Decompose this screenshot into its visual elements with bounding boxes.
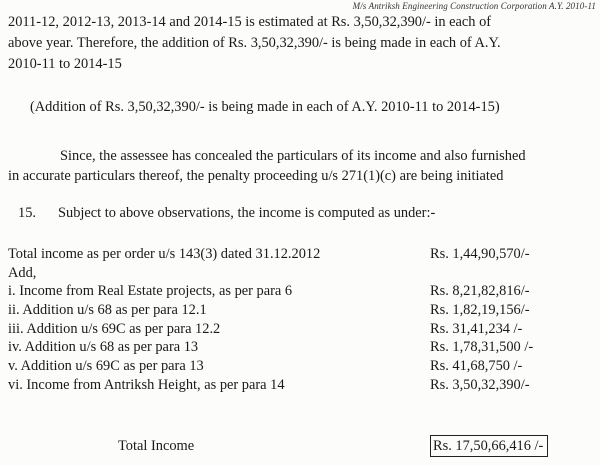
intro-paragraph <box>8 12 596 75</box>
running-header: M/s Antriksh Engineering Construction Corporation A.Y. 2010-11 <box>352 1 596 11</box>
row-description: Total income as per order u/s 143(3) dated 31.12.2012 <box>8 246 321 262</box>
section-heading <box>18 205 435 222</box>
table-row <box>8 358 598 377</box>
penalty-line: Since, the assessee has concealed the particulars of its income and also furnished <box>60 148 526 164</box>
table-row <box>8 246 598 265</box>
row-amount: Rs. 31,41,234 /- <box>430 320 523 337</box>
table-row <box>8 283 598 302</box>
intro-line: 2010-11 to 2014-15 <box>8 56 122 72</box>
table-row <box>8 377 598 396</box>
total-income-row <box>8 435 598 459</box>
income-computation-table <box>8 246 598 396</box>
row-amount: Rs. 1,44,90,570/- <box>430 246 530 262</box>
table-row <box>8 265 598 284</box>
total-income-value: Rs. 17,50,66,416 /- <box>430 435 548 457</box>
row-amount: Rs. 1,82,19,156/- <box>430 302 530 319</box>
intro-line: 2011-12, 2012-13, 2013-14 and 2014-15 is estimated at Rs. 3,50,32,390/- in each of <box>8 14 492 30</box>
penalty-paragraph <box>8 146 598 186</box>
row-description: iv. Addition u/s 68 as per para 13 <box>8 339 199 356</box>
row-description: vi. Income from Antriksh Height, as per para 14 <box>8 376 285 393</box>
row-amount: Rs. 3,50,32,390/- <box>430 376 530 393</box>
row-description: v. Addition u/s 69C as per para 13 <box>8 358 204 375</box>
row-amount: Rs. 41,68,750 /- <box>430 358 523 375</box>
addition-note: (Addition of Rs. 3,50,32,390/- is being made in each of A.Y. 2010-11 to 2014-15) <box>30 99 500 115</box>
section-text: Subject to above observations, the income is computed as under:- <box>58 205 436 221</box>
row-amount: Rs. 1,78,31,500 /- <box>430 339 534 356</box>
total-income-label: Total Income <box>118 438 195 454</box>
row-description: i. Income from Real Estate projects, as per para 6 <box>8 283 293 300</box>
table-row <box>8 321 598 340</box>
row-description: Add, <box>8 264 37 281</box>
penalty-line: in accurate particulars thereof, the penalty proceeding u/s 271(1)(c) are being initiated <box>8 168 504 184</box>
section-number: 15. <box>18 205 36 221</box>
intro-line: above year. Therefore, the addition of Rs. 3,50,32,390/- is being made in each of A.Y. <box>8 35 501 51</box>
row-description: ii. Addition u/s 68 as per para 12.1 <box>8 302 207 319</box>
table-row <box>8 339 598 358</box>
row-amount: Rs. 8,21,82,816/- <box>430 283 530 300</box>
row-description: iii. Addition u/s 69C as per para 12.2 <box>8 320 221 337</box>
table-row <box>8 302 598 321</box>
